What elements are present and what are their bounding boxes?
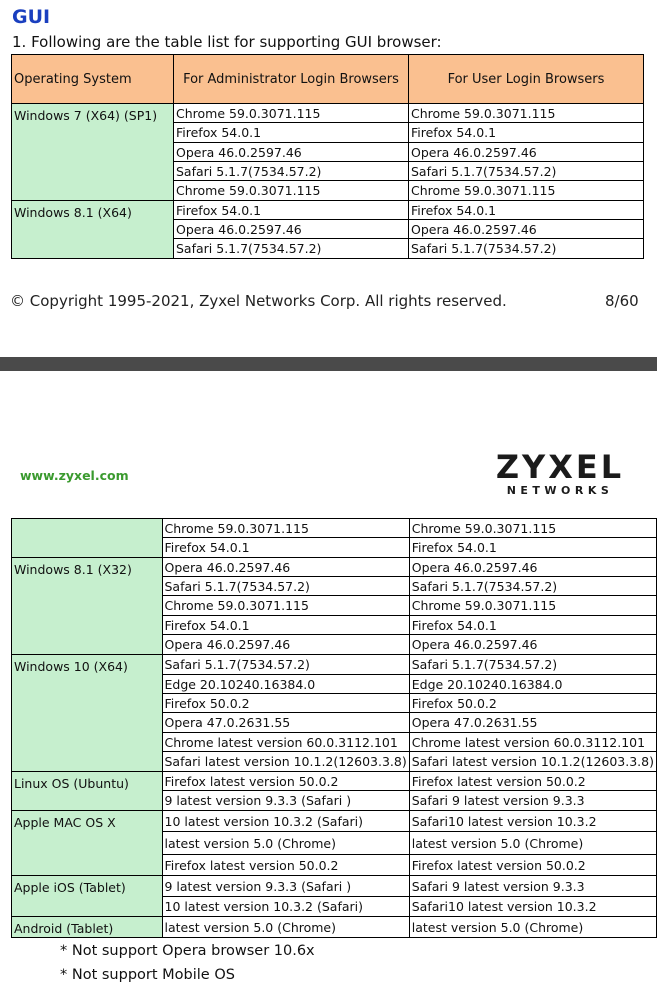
- admin-browser-cell: Chrome latest version 60.0.3112.101: [162, 733, 409, 752]
- admin-browser-cell: Opera 46.0.2597.46: [174, 143, 409, 162]
- user-browser-cell: Firefox 54.0.1: [409, 616, 656, 635]
- user-browser-cell: Edge 20.10240.16384.0: [409, 675, 656, 694]
- table-row: [12, 876, 657, 897]
- website-link[interactable]: www.zyxel.com: [20, 468, 129, 483]
- table-row: [12, 811, 657, 832]
- admin-browser-cell: Safari 5.1.7(7534.57.2): [162, 655, 409, 675]
- admin-browser-cell: Firefox 54.0.1: [174, 201, 409, 220]
- admin-browser-cell: Firefox 50.0.2: [162, 694, 409, 713]
- admin-browser-cell: 9 latest version 9.3.3 (Safari ): [162, 791, 409, 811]
- os-cell: [12, 519, 163, 558]
- table-row: [12, 655, 657, 675]
- browser-table-page2: [11, 518, 657, 938]
- user-browser-cell: Safari 5.1.7(7534.57.2): [409, 239, 644, 259]
- admin-browser-cell: Firefox latest version 50.0.2: [162, 772, 409, 791]
- admin-browser-cell: Firefox 54.0.1: [162, 616, 409, 635]
- admin-browser-cell: Opera 46.0.2597.46: [174, 220, 409, 239]
- page-number: 8/60: [605, 292, 639, 310]
- logo-wordmark: ZYXEL: [495, 448, 625, 486]
- admin-browser-cell: Safari latest version 10.1.2(12603.3.8): [162, 752, 409, 772]
- os-cell: Windows 10 (X64): [12, 655, 163, 772]
- user-browser-cell: Safari 5.1.7(7534.57.2): [409, 162, 644, 181]
- user-browser-cell: Opera 46.0.2597.46: [409, 558, 656, 577]
- admin-browser-cell: Firefox 54.0.1: [174, 123, 409, 143]
- os-cell: Apple MAC OS X: [12, 811, 163, 876]
- table-row: [12, 558, 657, 577]
- copyright-text: © Copyright 1995-2021, Zyxel Networks Corp. All rights reserved.: [10, 292, 507, 310]
- user-browser-cell: latest version 5.0 (Chrome): [409, 917, 656, 938]
- table-row: [12, 519, 657, 538]
- column-header-admin: For Administrator Login Browsers: [174, 55, 409, 104]
- user-browser-cell: Safari latest version 10.1.2(12603.3.8): [409, 752, 656, 772]
- user-browser-cell: Firefox 54.0.1: [409, 201, 644, 220]
- user-browser-cell: Chrome 59.0.3071.115: [409, 181, 644, 201]
- user-browser-cell: Firefox 54.0.1: [409, 538, 656, 558]
- user-browser-cell: Opera 46.0.2597.46: [409, 635, 656, 655]
- admin-browser-cell: latest version 5.0 (Chrome): [162, 917, 409, 938]
- column-header-os: Operating System: [12, 55, 174, 104]
- admin-browser-cell: Chrome 59.0.3071.115: [162, 519, 409, 538]
- user-browser-cell: Chrome 59.0.3071.115: [409, 519, 656, 538]
- user-browser-cell: Opera 46.0.2597.46: [409, 220, 644, 239]
- user-browser-cell: latest version 5.0 (Chrome): [409, 832, 656, 855]
- table-row: [12, 104, 644, 123]
- logo-subtitle: NETWORKS: [506, 484, 614, 497]
- user-browser-cell: Firefox latest version 50.0.2: [409, 772, 656, 791]
- user-browser-cell: Chrome 59.0.3071.115: [409, 596, 656, 616]
- os-cell: Windows 8.1 (X32): [12, 558, 163, 655]
- os-cell: Android (Tablet): [12, 917, 163, 938]
- user-browser-cell: Firefox latest version 50.0.2: [409, 855, 656, 876]
- os-cell: Windows 7 (X64) (SP1): [12, 104, 174, 201]
- os-cell: Windows 8.1 (X64): [12, 201, 174, 259]
- admin-browser-cell: Chrome 59.0.3071.115: [162, 596, 409, 616]
- user-browser-cell: Firefox 50.0.2: [409, 694, 656, 713]
- footnote: * Not support Opera browser 10.6x: [60, 943, 315, 959]
- os-cell: Apple iOS (Tablet): [12, 876, 163, 917]
- user-browser-cell: Chrome latest version 60.0.3112.101: [409, 733, 656, 752]
- browser-table-page1: [11, 54, 644, 259]
- zyxel-logo: [495, 450, 625, 498]
- page-divider: [0, 357, 657, 371]
- user-browser-cell: Chrome 59.0.3071.115: [409, 104, 644, 123]
- admin-browser-cell: 9 latest version 9.3.3 (Safari ): [162, 876, 409, 897]
- user-browser-cell: Safari10 latest version 10.3.2: [409, 811, 656, 832]
- admin-browser-cell: Firefox 54.0.1: [162, 538, 409, 558]
- user-browser-cell: Safari 9 latest version 9.3.3: [409, 876, 656, 897]
- section-heading: GUI: [12, 6, 51, 28]
- admin-browser-cell: Opera 46.0.2597.46: [162, 635, 409, 655]
- user-browser-cell: Safari10 latest version 10.3.2: [409, 897, 656, 917]
- admin-browser-cell: Opera 46.0.2597.46: [162, 558, 409, 577]
- admin-browser-cell: 10 latest version 10.3.2 (Safari): [162, 811, 409, 832]
- os-cell: Linux OS (Ubuntu): [12, 772, 163, 811]
- table-row: [12, 201, 644, 220]
- admin-browser-cell: Safari 5.1.7(7534.57.2): [174, 162, 409, 181]
- user-browser-cell: Opera 46.0.2597.46: [409, 143, 644, 162]
- admin-browser-cell: Opera 47.0.2631.55: [162, 713, 409, 733]
- admin-browser-cell: Edge 20.10240.16384.0: [162, 675, 409, 694]
- user-browser-cell: Firefox 54.0.1: [409, 123, 644, 143]
- user-browser-cell: Safari 5.1.7(7534.57.2): [409, 577, 656, 596]
- intro-text: 1. Following are the table list for supporting GUI browser:: [12, 33, 442, 51]
- table1-body: [12, 104, 644, 259]
- table2-body: [12, 519, 657, 938]
- admin-browser-cell: Safari 5.1.7(7534.57.2): [174, 239, 409, 259]
- admin-browser-cell: Chrome 59.0.3071.115: [174, 181, 409, 201]
- table-row: [12, 772, 657, 791]
- footnote: * Not support Mobile OS: [60, 967, 235, 983]
- admin-browser-cell: Firefox latest version 50.0.2: [162, 855, 409, 876]
- admin-browser-cell: Chrome 59.0.3071.115: [174, 104, 409, 123]
- column-header-user: For User Login Browsers: [409, 55, 644, 104]
- table-row: [12, 917, 657, 938]
- admin-browser-cell: Safari 5.1.7(7534.57.2): [162, 577, 409, 596]
- admin-browser-cell: latest version 5.0 (Chrome): [162, 832, 409, 855]
- user-browser-cell: Opera 47.0.2631.55: [409, 713, 656, 733]
- user-browser-cell: Safari 9 latest version 9.3.3: [409, 791, 656, 811]
- user-browser-cell: Safari 5.1.7(7534.57.2): [409, 655, 656, 675]
- admin-browser-cell: 10 latest version 10.3.2 (Safari): [162, 897, 409, 917]
